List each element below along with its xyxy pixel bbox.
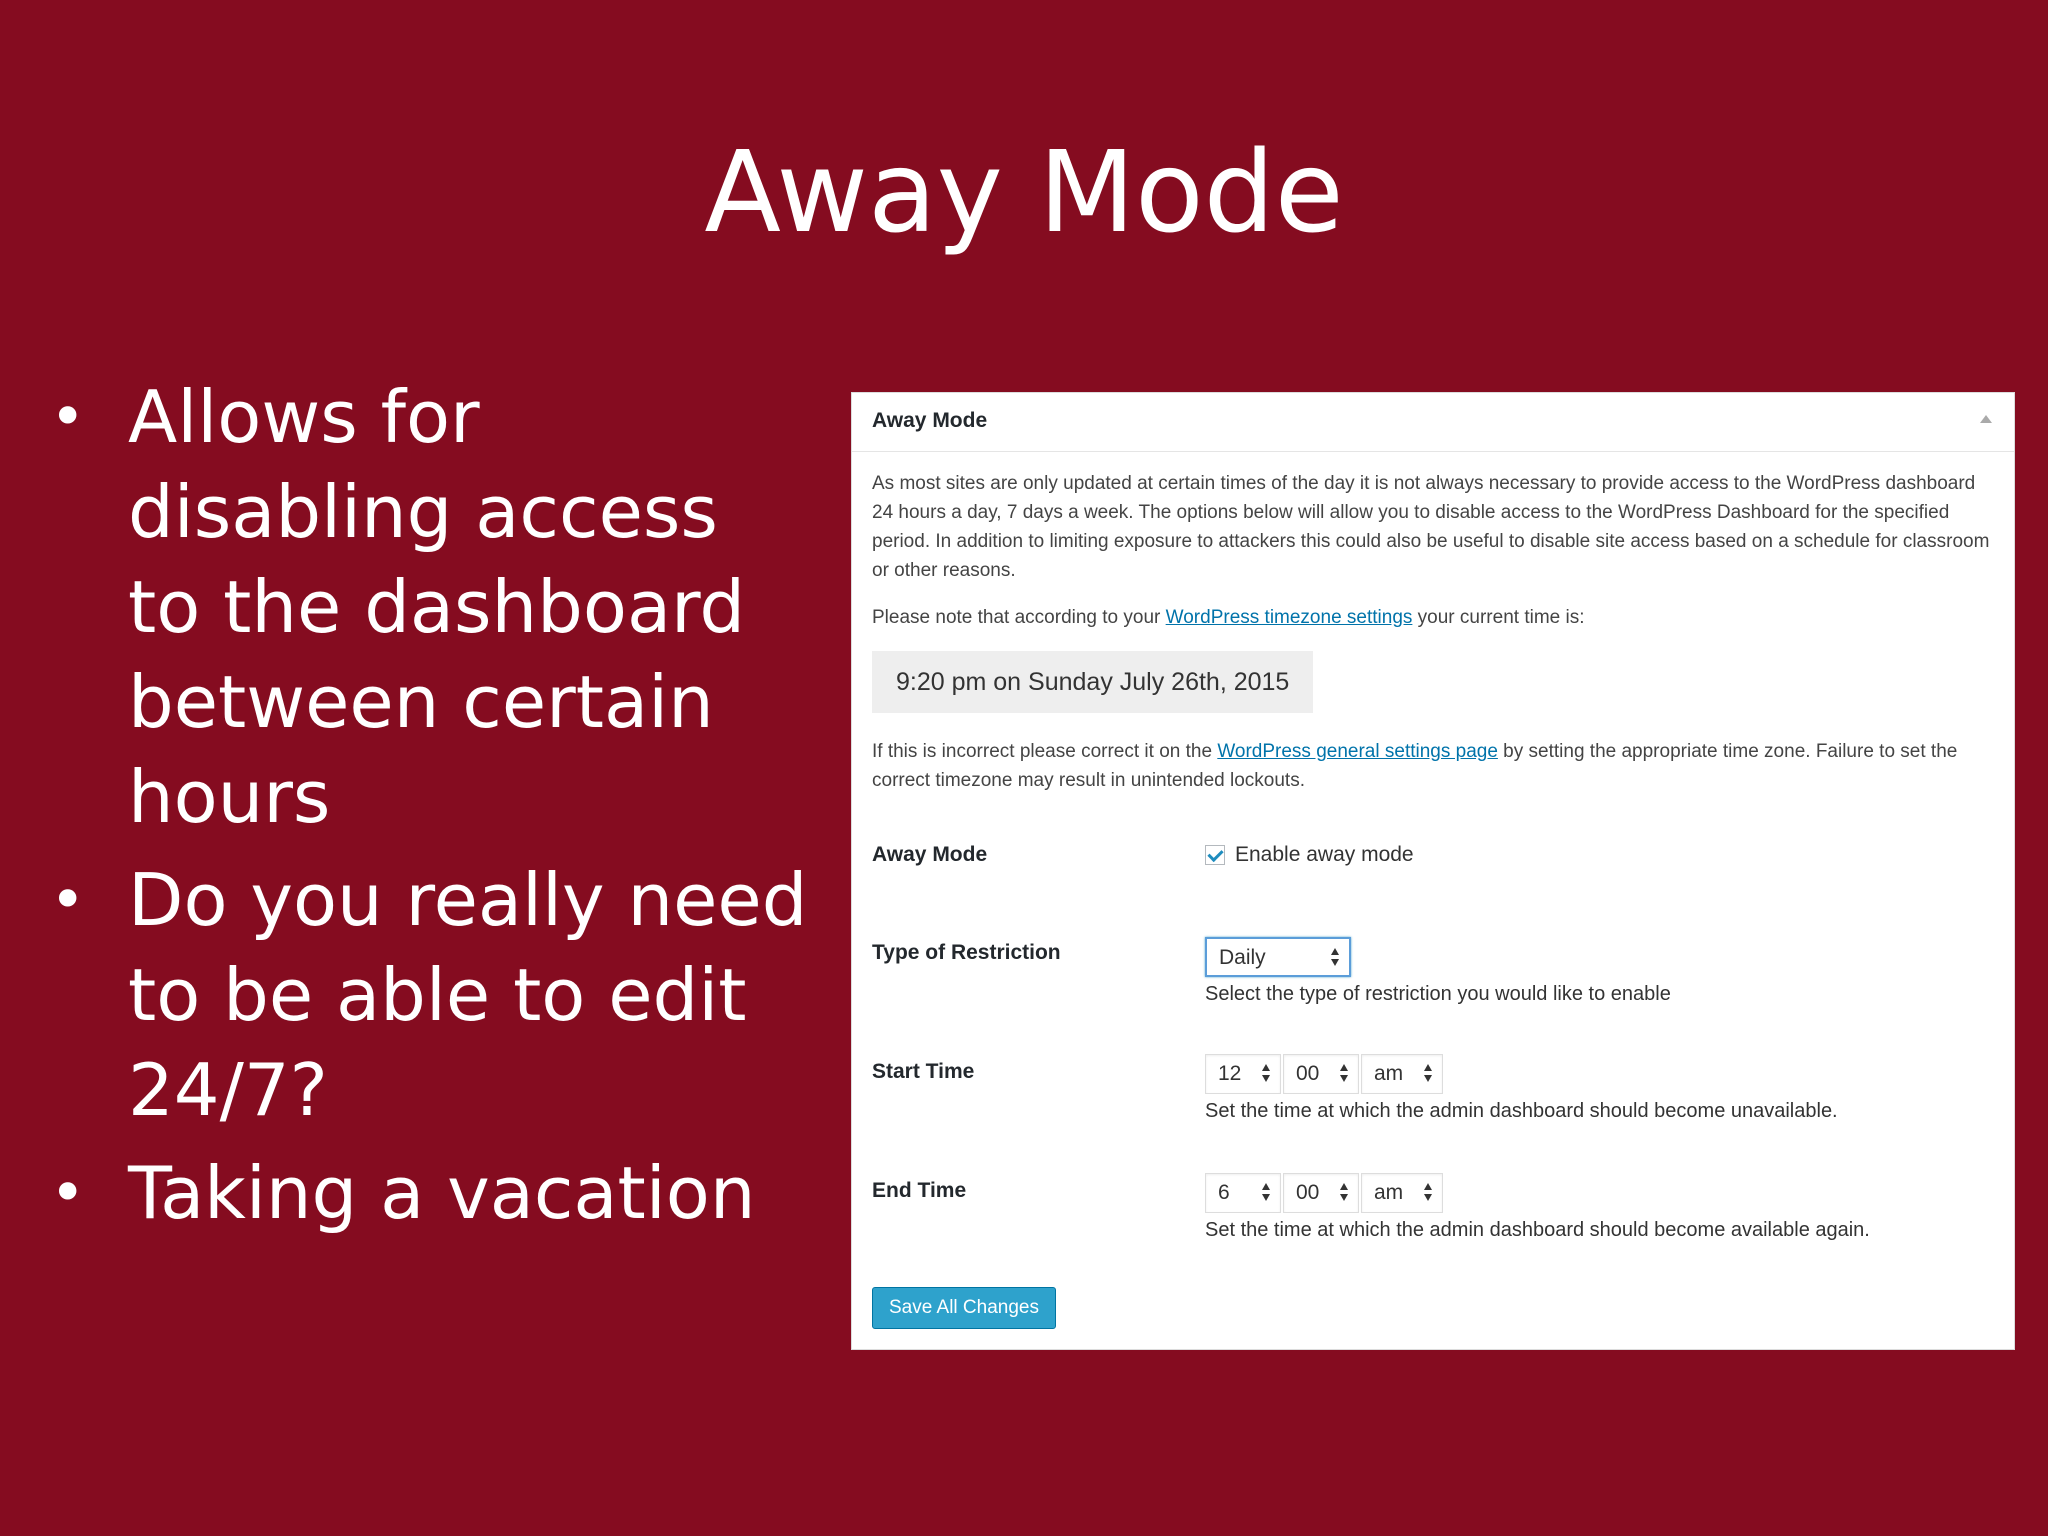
timezone-note bbox=[872, 603, 1996, 632]
away-mode-field bbox=[1205, 843, 1985, 867]
current-time-display: 9:20 pm on Sunday July 26th, 2015 bbox=[872, 651, 1313, 713]
start-minute-select[interactable] bbox=[1283, 1054, 1359, 1094]
start-time-field bbox=[1205, 1054, 1985, 1123]
bullet-icon: • bbox=[50, 1158, 86, 1228]
end-minute-select[interactable] bbox=[1283, 1173, 1359, 1213]
note-prefix: Please note that according to your bbox=[872, 607, 1166, 628]
incorrect-time-note bbox=[872, 737, 1996, 795]
panel-title: Away Mode bbox=[872, 409, 988, 432]
panel-body bbox=[872, 469, 1996, 795]
note-suffix: your current time is: bbox=[1412, 607, 1585, 628]
end-time-help: Set the time at which the admin dashboard should become available again. bbox=[1205, 1219, 1870, 1241]
start-ampm-value: am bbox=[1374, 1062, 1404, 1085]
end-time-field bbox=[1205, 1173, 1985, 1242]
bullet-list bbox=[50, 370, 810, 1249]
bullet-icon: • bbox=[50, 382, 86, 452]
bullet-text: Taking a vacation bbox=[128, 1151, 756, 1235]
timezone-settings-link[interactable]: WordPress timezone settings bbox=[1165, 607, 1413, 628]
restriction-type-select[interactable] bbox=[1205, 937, 1351, 977]
end-ampm-select[interactable] bbox=[1361, 1173, 1443, 1213]
start-time-label: Start Time bbox=[872, 1060, 975, 1083]
general-settings-link[interactable]: WordPress general settings page bbox=[1217, 741, 1498, 762]
start-time-help: Set the time at which the admin dashboard should become unavailable. bbox=[1205, 1100, 1838, 1122]
select-arrows-icon bbox=[1262, 1182, 1272, 1204]
end-minute-value: 00 bbox=[1296, 1181, 1320, 1204]
start-minute-value: 00 bbox=[1296, 1062, 1320, 1085]
end-ampm-value: am bbox=[1374, 1181, 1404, 1204]
enable-away-mode-checkbox[interactable] bbox=[1205, 845, 1225, 865]
panel-header bbox=[852, 393, 2014, 452]
start-ampm-select[interactable] bbox=[1361, 1054, 1443, 1094]
enable-away-mode-label[interactable]: Enable away mode bbox=[1235, 843, 1414, 866]
select-arrows-icon bbox=[1340, 1182, 1350, 1204]
bullet-item bbox=[50, 370, 810, 845]
select-arrows-icon bbox=[1424, 1063, 1434, 1085]
select-arrows-icon bbox=[1340, 1063, 1350, 1085]
restriction-label: Type of Restriction bbox=[872, 941, 1061, 964]
end-time-label: End Time bbox=[872, 1179, 967, 1202]
restriction-help: Select the type of restriction you would like to enable bbox=[1205, 983, 1671, 1005]
end-hour-select[interactable] bbox=[1205, 1173, 1281, 1213]
end-hour-value: 6 bbox=[1218, 1181, 1230, 1204]
select-arrows-icon bbox=[1331, 947, 1341, 969]
checkmark-icon bbox=[1207, 846, 1223, 862]
away-mode-label: Away Mode bbox=[872, 843, 988, 866]
start-hour-select[interactable] bbox=[1205, 1054, 1281, 1094]
restriction-type-value: Daily bbox=[1219, 946, 1266, 969]
bullet-icon: • bbox=[50, 865, 86, 935]
slide-title: Away Mode bbox=[704, 128, 1344, 258]
bullet-text: Do you really need to be able to edit 24/7? bbox=[128, 858, 808, 1132]
bullet-item bbox=[50, 853, 810, 1138]
away-mode-panel bbox=[851, 392, 2015, 1350]
bullet-item bbox=[50, 1146, 810, 1241]
incorrect-suffix: by setting the appropriate time zone. Failure to set the correct timezone may result in unintended lockouts. bbox=[872, 741, 1958, 791]
select-arrows-icon bbox=[1262, 1063, 1272, 1085]
description-text: As most sites are only updated at certain times of the day it is not always necessary to provide access to the WordPress dashboard 24 hours a day, 7 days a week. The options below will allow you to disable access to the WordPress Dashboard for the specified period. In addition to limiting exposure to attackers this could also be useful to disable site access based on a schedule for classroom or other reasons. bbox=[872, 473, 1990, 581]
save-all-changes-button[interactable]: Save All Changes bbox=[872, 1287, 1056, 1329]
collapse-arrow-icon[interactable] bbox=[1980, 415, 1992, 423]
incorrect-prefix: If this is incorrect please correct it on the bbox=[872, 741, 1218, 762]
select-arrows-icon bbox=[1424, 1182, 1434, 1204]
start-hour-value: 12 bbox=[1218, 1062, 1242, 1085]
restriction-field bbox=[1205, 937, 1985, 1006]
bullet-text: Allows for disabling access to the dashboard between certain hours bbox=[128, 375, 746, 839]
